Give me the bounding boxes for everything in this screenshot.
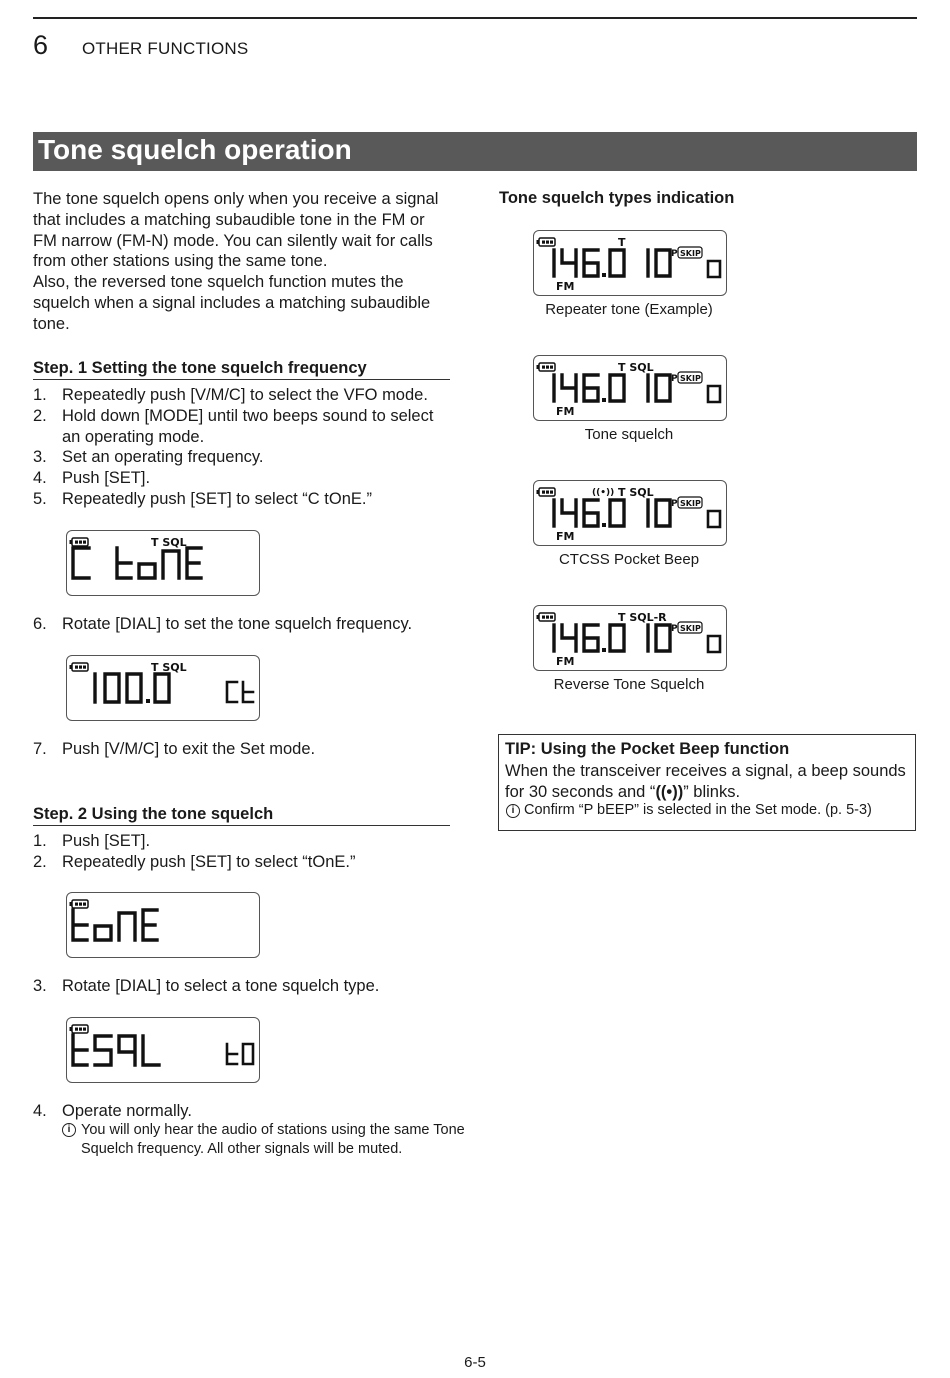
- lcd-tone-type: [66, 1017, 260, 1083]
- lcd-caption: Reverse Tone Squelch: [553, 676, 705, 693]
- list-item: 5. Repeatedly push [SET] to select “C tOnE.”: [33, 489, 372, 508]
- list-item: 4. Operate normally.: [33, 1102, 192, 1120]
- intro-text: [33, 189, 453, 335]
- lcd-indicators: T SQL-R: [618, 611, 667, 624]
- lcd-skip-indicator: SKIP: [680, 499, 701, 508]
- battery-icon: [537, 488, 556, 496]
- lcd-indicators: T SQL: [618, 361, 654, 374]
- step2-list-b: [33, 976, 453, 997]
- list-item: 3. Set an operating frequency.: [33, 448, 264, 467]
- battery-icon: [70, 1025, 89, 1033]
- lcd-p-indicator: P: [671, 249, 678, 259]
- tip-note: i Confirm “P bEEP” is selected in the Set mode. (p. 5-3): [505, 802, 872, 818]
- list-item: 1. Push [SET].: [33, 832, 151, 850]
- step1-list-b: [33, 614, 453, 635]
- lcd-type-display: [533, 230, 727, 296]
- intro-paragraph-2: Also, the reversed tone squelch function mutes the squelch when a signal includes a matching subaudible tone.: [33, 273, 431, 333]
- list-item: 7. Push [V/M/C] to exit the Set mode.: [33, 740, 316, 758]
- lcd-mode: FM: [556, 280, 575, 293]
- list-item: 4. Push [SET].: [33, 469, 151, 488]
- lcd-type-display: [533, 605, 727, 671]
- lcd-type-display: [533, 480, 727, 546]
- page-number: 6-5: [464, 1354, 486, 1371]
- lcd-p-indicator: P: [671, 374, 678, 384]
- lcd-c-tone: [66, 530, 260, 596]
- tip-box: [498, 734, 916, 831]
- list-item: 2. Repeatedly push [SET] to select “tOnE.”: [33, 852, 356, 871]
- lcd-frequency: [66, 655, 260, 721]
- list-item: 2. Hold down [MODE] until two beeps sound to select an operating mode.: [33, 406, 434, 446]
- lcd-mode: FM: [556, 405, 575, 418]
- intro-paragraph-1: The tone squelch opens only when you receive a signal that includes a matching subaudible tone in the FM or FM narrow (FM-N) mode. You can silently wait for calls from other stations using the same tone.: [33, 190, 439, 271]
- pocket-beep-icon: ((•)): [655, 782, 684, 801]
- chapter-title: OTHER FUNCTIONS: [82, 39, 249, 58]
- step2-heading: Step. 2 Using the tone squelch: [33, 805, 450, 826]
- lcd-indicators: T SQL: [151, 661, 187, 674]
- tip-title: TIP: Using the Pocket Beep function: [505, 740, 790, 758]
- info-icon: i: [506, 804, 520, 818]
- lcd-skip-indicator: SKIP: [680, 624, 701, 633]
- lcd-indicators: T SQL: [151, 536, 187, 549]
- list-item: 3. Rotate [DIAL] to select a tone squelch type.: [33, 977, 380, 995]
- header-rule: [33, 17, 917, 19]
- lcd-mode: FM: [556, 655, 575, 668]
- lcd-skip-indicator: SKIP: [680, 249, 701, 258]
- chapter-number: 6: [33, 30, 49, 60]
- info-icon: i: [62, 1123, 76, 1137]
- section-banner: [33, 132, 917, 171]
- lcd-caption: Tone squelch: [584, 426, 674, 443]
- lcd-skip-indicator: SKIP: [680, 374, 701, 383]
- list-item: 1. Repeatedly push [V/M/C] to select the VFO mode.: [33, 386, 428, 404]
- battery-icon: [70, 538, 89, 546]
- lcd-indicators: T: [618, 236, 626, 249]
- section-title: Tone squelch operation: [38, 134, 352, 165]
- step2-list-c: [33, 1101, 453, 1122]
- step1-heading: Step. 1 Setting the tone squelch frequency: [33, 359, 450, 380]
- list-item: 6. Rotate [DIAL] to set the tone squelch frequency.: [33, 615, 413, 633]
- battery-icon: [537, 238, 556, 246]
- step2-list-a: [33, 831, 453, 873]
- lcd-indicators: T SQL: [618, 486, 654, 499]
- types-heading: Tone squelch types indication: [499, 189, 735, 207]
- step1-list-a: [33, 385, 453, 510]
- step2-note: i You will only hear the audio of stations using the same Tone Squelch frequency. All other signals will be muted.: [33, 1121, 501, 1159]
- lcd-tone: [66, 892, 260, 958]
- lcd-type-display: [533, 355, 727, 421]
- battery-icon: [70, 900, 89, 908]
- lcd-caption: CTCSS Pocket Beep: [558, 551, 700, 568]
- pocket-beep-icon: ((•)): [592, 488, 615, 498]
- battery-icon: [537, 363, 556, 371]
- lcd-p-indicator: P: [671, 624, 678, 634]
- tip-body: When the transceiver receives a signal, a beep sounds for 30 seconds and “((•))” blinks.: [505, 762, 906, 801]
- lcd-caption: Repeater tone (Example): [545, 301, 713, 318]
- battery-icon: [537, 613, 556, 621]
- lcd-mode: FM: [556, 530, 575, 543]
- step1-list-c: [33, 739, 453, 760]
- battery-icon: [70, 663, 89, 671]
- lcd-p-indicator: P: [671, 499, 678, 509]
